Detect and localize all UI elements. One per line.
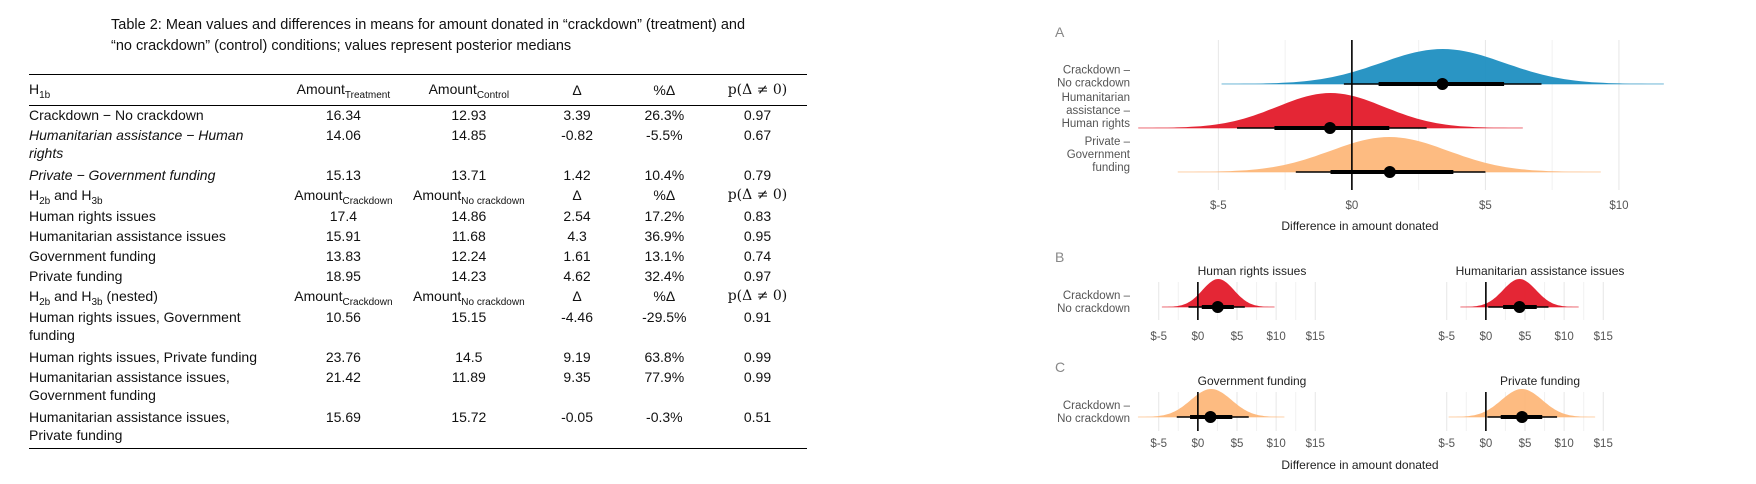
cell-amount-2: 11.89 <box>451 369 486 385</box>
section-amount-crackdown: Amount$_{Crackdown}$ <box>294 288 393 308</box>
row-label: Humanitarian assistance issues, Government funding <box>29 369 230 403</box>
section-delta: Δ <box>572 288 582 304</box>
table-header-row <box>29 75 807 106</box>
row-label: Human rights issues, Private funding <box>29 349 257 365</box>
cell-amount-2: 15.15 <box>451 309 487 325</box>
table-row <box>29 227 807 247</box>
figure-halfeye-plots <box>1040 0 1740 484</box>
x-tick-label: $0 <box>1191 331 1205 343</box>
cell-amount-1: 13.83 <box>325 248 361 264</box>
cell-amount-2: 14.5 <box>455 349 483 365</box>
cell-amount-2: 12.24 <box>451 248 487 264</box>
x-tick-label: $10 <box>1266 331 1286 343</box>
y-category-label: Crackdown – <box>1062 64 1130 77</box>
cell-probability: 0.91 <box>743 309 772 325</box>
y-category-label: No crackdown <box>1057 77 1130 90</box>
y-category-label: Government <box>1066 149 1130 161</box>
cell-amount-1: 15.69 <box>283 408 405 449</box>
y-category-label: Crackdown – <box>1062 290 1130 302</box>
cell-probability: 0.51 <box>708 408 807 449</box>
row-label: Humanitarian assistance − Human rights <box>29 127 244 161</box>
cell-amount-1: 23.76 <box>325 349 361 365</box>
x-tick-label: $0 <box>1345 200 1359 212</box>
x-tick-label: $0 <box>1191 438 1205 450</box>
section-amount-no-crackdown: Amount$_{No crackdown}$ <box>413 187 525 207</box>
x-tick-label: $-5 <box>1438 331 1456 343</box>
cell-probability: 0.74 <box>743 248 772 264</box>
header-amount-control: Amount$_{Control}$ <box>404 75 533 106</box>
table-row <box>29 267 807 287</box>
table-row <box>29 126 807 166</box>
cell-amount-1: 21.42 <box>325 369 361 385</box>
facet-title: Humanitarian assistance issues <box>1455 264 1625 278</box>
x-tick-label: $0 <box>1479 438 1493 450</box>
panel-letter-a: A <box>1055 24 1065 40</box>
header-amount-treatment: Amount$_{Treatment}$ <box>283 75 405 106</box>
cell-amount-1: 18.95 <box>325 268 361 284</box>
section-header-row <box>29 287 807 308</box>
x-tick-label: $15 <box>1593 331 1613 343</box>
cell-pct-delta: -5.5% <box>646 127 683 143</box>
x-tick-label: $0 <box>1479 331 1493 343</box>
x-tick-label: $-5 <box>1210 200 1227 212</box>
y-category-label: funding <box>1092 162 1130 174</box>
x-tick-label: $10 <box>1266 438 1286 450</box>
results-table <box>29 74 807 449</box>
cell-amount-1: 15.91 <box>325 228 361 244</box>
x-tick-label: $5 <box>1518 438 1532 450</box>
median-point <box>1212 301 1224 313</box>
header-pct-delta: %Δ <box>621 75 708 106</box>
cell-delta: 1.42 <box>563 167 591 183</box>
x-tick-label: $10 <box>1554 331 1574 343</box>
section-pct-delta: %Δ <box>653 288 676 304</box>
y-category-label: Humanitarian <box>1061 92 1130 104</box>
x-axis-label: Difference in amount donated <box>1281 219 1439 233</box>
row-label: Private funding <box>29 268 123 284</box>
median-point <box>1514 301 1526 313</box>
row-label: Human rights issues, Government funding <box>29 309 241 343</box>
table-row <box>29 106 807 127</box>
cell-probability: 0.99 <box>743 349 772 365</box>
cell-amount-2: 14.85 <box>451 127 487 143</box>
x-axis-label: Difference in amount donated <box>1281 458 1439 472</box>
panel-letter: C <box>1055 359 1066 375</box>
cell-probability: 0.83 <box>743 208 772 224</box>
section-amount-no-crackdown: Amount$_{No crackdown}$ <box>413 288 525 308</box>
row-label: Private − Government funding <box>29 167 216 183</box>
y-category-label: Human rights <box>1061 118 1130 130</box>
x-tick-label: $-5 <box>1150 331 1168 343</box>
row-label: Human rights issues <box>29 208 156 224</box>
x-tick-label: $15 <box>1305 331 1325 343</box>
cell-amount-1: 15.13 <box>325 167 361 183</box>
facet-title: Private funding <box>1499 374 1581 388</box>
table-row <box>29 348 807 368</box>
cell-amount-2: 15.72 <box>404 408 533 449</box>
table-row <box>29 207 807 227</box>
cell-probability: 0.95 <box>743 228 772 244</box>
cell-pct-delta: 77.9% <box>644 369 685 385</box>
cell-delta: 1.61 <box>563 248 591 264</box>
cell-pct-delta: 10.4% <box>644 167 685 183</box>
x-tick-label: $10 <box>1554 438 1574 450</box>
x-tick-label: $-5 <box>1438 438 1456 450</box>
cell-amount-2: 14.23 <box>451 268 487 284</box>
cell-delta: 4.3 <box>567 228 587 244</box>
cell-delta: 2.54 <box>563 208 591 224</box>
table-row <box>29 408 807 449</box>
x-tick-label: $10 <box>1609 200 1629 212</box>
cell-amount-2: 13.71 <box>451 167 487 183</box>
y-category-label: Private – <box>1084 136 1130 148</box>
cell-probability: 0.99 <box>743 369 772 385</box>
cell-probability: 0.97 <box>743 107 772 123</box>
x-tick-label: $15 <box>1305 438 1325 450</box>
cell-amount-1: 16.34 <box>325 107 361 123</box>
cell-amount-2: 12.93 <box>451 107 487 123</box>
facet-title: Government funding <box>1197 374 1307 388</box>
x-tick-label: $15 <box>1593 438 1613 450</box>
cell-delta: 9.35 <box>563 369 591 385</box>
header-probability: p(Δ ≠ 0) <box>708 75 807 106</box>
median-point <box>1516 411 1528 423</box>
section-amount-crackdown: Amount$_{Crackdown}$ <box>294 187 393 207</box>
cell-pct-delta: 32.4% <box>644 268 685 284</box>
section-probability: p(Δ ≠ 0) <box>727 288 788 304</box>
row-label: Humanitarian assistance issues, Private funding <box>29 408 283 449</box>
caption-line-1: Table 2: Mean values and differences in means for amount donated in “crackdown” (treatment) and <box>111 17 746 33</box>
y-category-label: assistance – <box>1066 105 1130 117</box>
cell-pct-delta: 26.3% <box>644 107 685 123</box>
cell-delta: 4.62 <box>563 268 591 284</box>
median-point <box>1436 78 1448 90</box>
table-row <box>29 308 807 348</box>
row-label: Humanitarian assistance issues <box>29 228 226 244</box>
header-hypothesis: $H_{1b}$ <box>29 75 283 106</box>
caption-line-2: “no crackdown” (control) conditions; values represent posterior medians <box>111 38 572 54</box>
cell-probability: 0.97 <box>743 268 772 284</box>
table-row <box>29 247 807 267</box>
table-caption <box>111 15 761 57</box>
cell-pct-delta: 13.1% <box>644 248 685 264</box>
cell-pct-delta: -0.3% <box>621 408 708 449</box>
figure-svg <box>1040 0 1740 484</box>
table-row <box>29 368 807 408</box>
cell-delta: 9.19 <box>563 349 591 365</box>
panel-letter: B <box>1055 249 1065 265</box>
cell-pct-delta: 63.8% <box>644 349 685 365</box>
section-header-row <box>29 186 807 207</box>
cell-probability: 0.67 <box>743 127 772 143</box>
cell-delta: -4.46 <box>561 309 594 325</box>
y-category-label: No crackdown <box>1057 413 1130 425</box>
median-point <box>1324 122 1336 134</box>
facet-title: Human rights issues <box>1197 264 1307 278</box>
cell-probability: 0.79 <box>743 167 772 183</box>
median-point <box>1204 411 1216 423</box>
row-label: Crackdown − No crackdown <box>29 107 204 123</box>
x-tick-label: $5 <box>1230 438 1244 450</box>
cell-amount-1: 17.4 <box>329 208 357 224</box>
y-category-label: No crackdown <box>1057 303 1130 315</box>
row-label: Government funding <box>29 248 156 264</box>
header-delta: Δ <box>533 75 620 106</box>
x-tick-label: $5 <box>1230 331 1244 343</box>
cell-amount-2: 14.86 <box>451 208 487 224</box>
section-hypothesis: $H_{2b}$ and $H_{3b}$ <box>29 187 103 207</box>
cell-pct-delta: 17.2% <box>644 208 685 224</box>
table-row <box>29 166 807 186</box>
cell-amount-2: 11.68 <box>451 228 486 244</box>
cell-delta: 3.39 <box>563 107 591 123</box>
section-pct-delta: %Δ <box>653 187 676 203</box>
y-category-label: Crackdown – <box>1062 400 1130 412</box>
section-hypothesis: $H_{2b}$ and $H_{3b}$ (nested) <box>29 288 158 308</box>
section-probability: p(Δ ≠ 0) <box>727 187 788 203</box>
x-tick-label: $5 <box>1518 331 1532 343</box>
x-tick-label: $5 <box>1479 200 1492 212</box>
median-point <box>1384 166 1396 178</box>
cell-amount-1: 14.06 <box>325 127 361 143</box>
section-delta: Δ <box>572 187 582 203</box>
x-tick-label: $-5 <box>1150 438 1168 450</box>
cell-delta: -0.82 <box>561 127 594 143</box>
cell-pct-delta: 36.9% <box>644 228 685 244</box>
cell-delta: -0.05 <box>533 408 620 449</box>
cell-pct-delta: -29.5% <box>642 309 687 325</box>
cell-amount-1: 10.56 <box>325 309 361 325</box>
